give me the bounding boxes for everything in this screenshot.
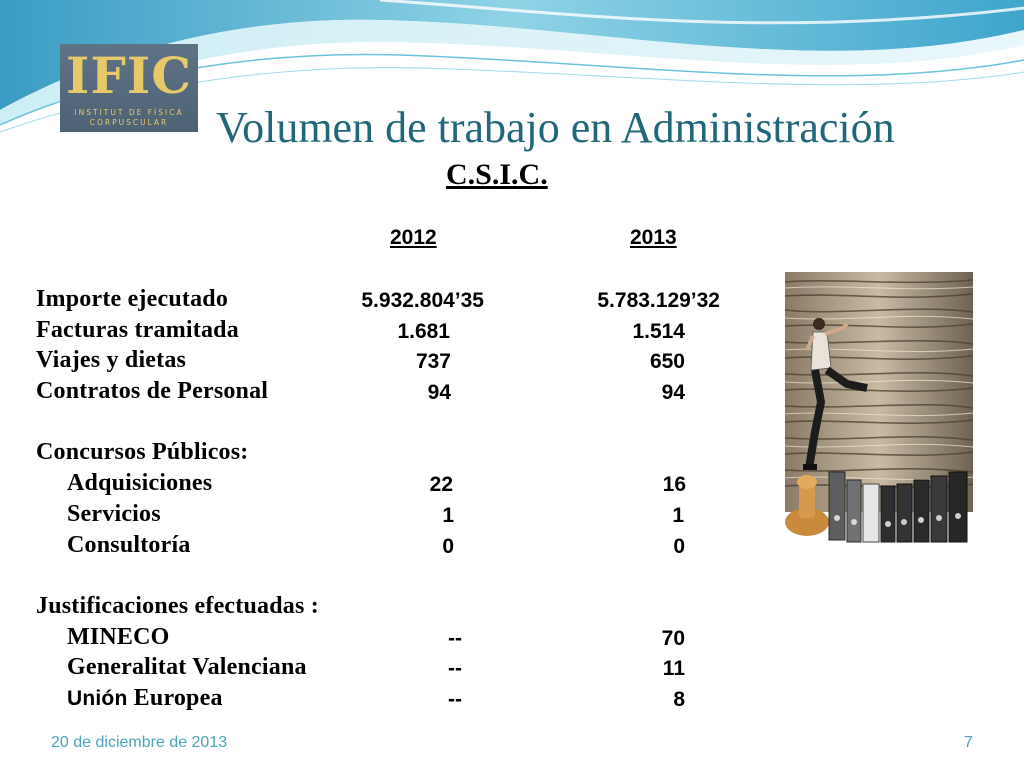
row-label-mineco: MINECO bbox=[67, 624, 170, 650]
row-label-union-part-a: Unión bbox=[67, 687, 128, 710]
value-mineco-2013: 70 bbox=[661, 627, 685, 650]
row-label-facturas: Facturas tramitada bbox=[36, 317, 239, 343]
value-viajes-2013: 650 bbox=[649, 350, 685, 373]
logo-subtitle-line-1: INSTITUT DE FÍSICA bbox=[74, 108, 184, 117]
value-generalitat-2012: -- bbox=[448, 657, 462, 680]
value-union-2013: 8 bbox=[673, 688, 685, 711]
row-label-viajes: Viajes y dietas bbox=[36, 347, 187, 373]
value-contratos-2012: 94 bbox=[427, 381, 451, 404]
row-label-consultoria: Consultoría bbox=[67, 532, 191, 558]
row-label-union-europea bbox=[67, 685, 223, 712]
value-union-2012: -- bbox=[448, 688, 462, 711]
slide-title: Volumen de trabajo en Administración bbox=[216, 103, 895, 152]
paperwork-climber-illustration bbox=[785, 272, 973, 546]
section-heading-justificaciones: Justificaciones efectuadas : bbox=[36, 593, 319, 619]
slide-subtitle: C.S.I.C. bbox=[446, 158, 548, 191]
value-importe-2012: 5.932.804’35 bbox=[361, 289, 484, 312]
value-consultoria-2012: 0 bbox=[442, 535, 454, 558]
year-header-2013: 2013 bbox=[630, 226, 677, 249]
value-facturas-2012: 1.681 bbox=[397, 320, 450, 343]
value-adquisiciones-2013: 16 bbox=[662, 473, 686, 496]
row-label-contratos: Contratos de Personal bbox=[36, 378, 269, 404]
value-viajes-2012: 737 bbox=[415, 350, 451, 373]
logo-subtitle-line-2: CORPUSCULAR bbox=[89, 118, 169, 127]
value-mineco-2012: -- bbox=[448, 627, 462, 650]
value-adquisiciones-2012: 22 bbox=[429, 473, 453, 496]
row-label-adquisiciones: Adquisiciones bbox=[67, 470, 213, 496]
footer-page-number: 7 bbox=[964, 734, 973, 751]
value-servicios-2013: 1 bbox=[672, 504, 684, 527]
value-generalitat-2013: 11 bbox=[662, 657, 685, 680]
row-label-servicios: Servicios bbox=[67, 501, 161, 527]
value-servicios-2012: 1 bbox=[442, 504, 454, 527]
ific-logo bbox=[60, 44, 198, 132]
row-label-generalitat: Generalitat Valenciana bbox=[67, 654, 307, 680]
year-header-2012: 2012 bbox=[390, 226, 437, 249]
row-label-importe: Importe ejecutado bbox=[36, 286, 229, 312]
row-label-union-part-b: Europea bbox=[127, 685, 223, 711]
section-heading-concursos: Concursos Públicos: bbox=[36, 439, 249, 465]
value-importe-2013: 5.783.129’32 bbox=[597, 289, 720, 312]
value-consultoria-2013: 0 bbox=[673, 535, 685, 558]
footer-date: 20 de diciembre de 2013 bbox=[51, 734, 228, 751]
logo-text: IFIC bbox=[65, 46, 193, 105]
value-facturas-2013: 1.514 bbox=[632, 320, 685, 343]
value-contratos-2013: 94 bbox=[661, 381, 685, 404]
